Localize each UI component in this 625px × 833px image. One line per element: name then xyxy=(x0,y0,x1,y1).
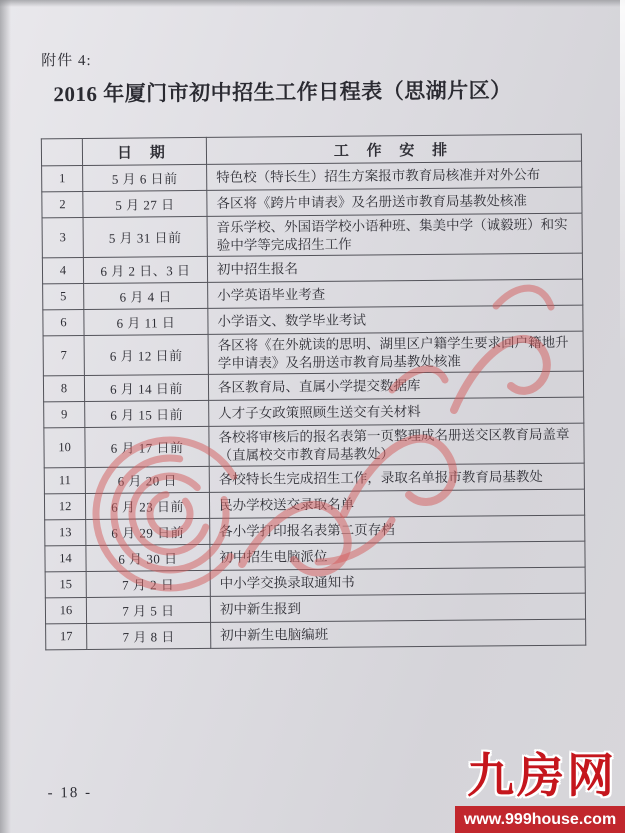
row-date: 6 月 4 日 xyxy=(84,282,208,309)
row-date: 6 月 30 日 xyxy=(86,544,210,571)
row-number: 9 xyxy=(44,401,85,427)
row-work: 中小学交换录取通知书 xyxy=(210,567,585,596)
row-date: 5 月 6 日前 xyxy=(83,164,207,191)
row-number: 13 xyxy=(45,519,86,545)
brand-website-banner: www.999house.com xyxy=(455,806,625,833)
row-date: 6 月 29 日前 xyxy=(86,518,210,545)
row-work: 各校将审核后的报名表第一页整理成名册送交区教育局盖章（直属校交市教育局基教处） xyxy=(209,423,584,466)
row-work: 音乐学校、外国语学校小语种班、集美中学（诚毅班）和实验中学等完成招生工作 xyxy=(207,213,582,256)
row-date: 6 月 20 日 xyxy=(85,466,209,493)
row-work: 小学语文、数学毕业考试 xyxy=(208,305,583,334)
table-row xyxy=(46,619,586,650)
header-date: 日 期 xyxy=(82,137,206,165)
table-row xyxy=(42,213,582,258)
table-row xyxy=(43,331,583,376)
page-number: - 18 - xyxy=(47,784,93,802)
row-date: 6 月 11 日 xyxy=(84,308,208,335)
row-work: 初中招生报名 xyxy=(207,253,582,282)
row-work: 各校特长生完成招生工作，录取名单报市教育局基教处 xyxy=(209,463,584,492)
row-number: 4 xyxy=(42,257,83,283)
row-number: 6 xyxy=(43,309,84,335)
row-number: 2 xyxy=(42,191,83,217)
row-date: 6 月 23 日前 xyxy=(85,492,209,519)
row-work: 各区教育局、直属小学提交数据库 xyxy=(208,371,583,400)
row-number: 5 xyxy=(43,283,84,309)
row-work: 特色校（特长生）招生方案报市教育局核准并对外公布 xyxy=(207,161,582,190)
row-number: 11 xyxy=(44,467,85,493)
row-number: 7 xyxy=(43,335,84,375)
row-work: 初中新生电脑编班 xyxy=(211,619,586,648)
row-date: 6 月 17 日前 xyxy=(85,426,209,467)
row-work: 人才子女政策照顾生送交有关材料 xyxy=(209,397,584,426)
row-number: 15 xyxy=(45,571,86,597)
row-work: 初中招生电脑派位 xyxy=(210,541,585,570)
row-work: 初中新生报到 xyxy=(210,593,585,622)
header-work: 工 作 安 排 xyxy=(206,134,581,164)
row-date: 6 月 14 日前 xyxy=(84,374,208,401)
row-number: 16 xyxy=(45,597,86,623)
row-work: 小学英语毕业考查 xyxy=(208,279,583,308)
schedule-table xyxy=(41,134,586,651)
row-date: 5 月 31 日前 xyxy=(83,216,207,257)
row-work: 民办学校送交录取名单 xyxy=(209,489,584,518)
table-row xyxy=(44,423,584,468)
document-title: 2016 年厦门市初中招生工作日程表（思湖片区） xyxy=(53,78,512,107)
row-number: 8 xyxy=(43,375,84,401)
row-date: 7 月 5 日 xyxy=(86,596,210,623)
row-date: 7 月 2 日 xyxy=(86,570,210,597)
row-work: 各区将《跨片申请表》及名册送市教育局基教处核准 xyxy=(207,187,582,216)
schedule-table-body xyxy=(42,161,586,650)
row-number: 12 xyxy=(44,493,85,519)
row-date: 6 月 12 日前 xyxy=(84,334,208,375)
attachment-label: 附件 4: xyxy=(41,52,92,70)
row-work: 各区将《在外就读的思明、湖里区户籍学生要求回户籍地升学申请表》及名册送市教育局基教处核准 xyxy=(208,331,583,374)
row-number: 14 xyxy=(45,545,86,571)
header-index xyxy=(41,138,82,165)
row-date: 7 月 8 日 xyxy=(87,622,211,649)
row-number: 1 xyxy=(42,165,83,191)
row-date: 5 月 27 日 xyxy=(83,190,207,217)
row-number: 3 xyxy=(42,217,83,257)
row-date: 6 月 2 日、3 日 xyxy=(83,256,207,283)
row-work: 各小学打印报名表第二页存档 xyxy=(210,515,585,544)
row-number: 10 xyxy=(44,427,85,467)
brand-logo-999house: 九房网 xyxy=(467,749,617,802)
row-number: 17 xyxy=(46,623,87,649)
row-date: 6 月 15 日前 xyxy=(85,400,209,427)
